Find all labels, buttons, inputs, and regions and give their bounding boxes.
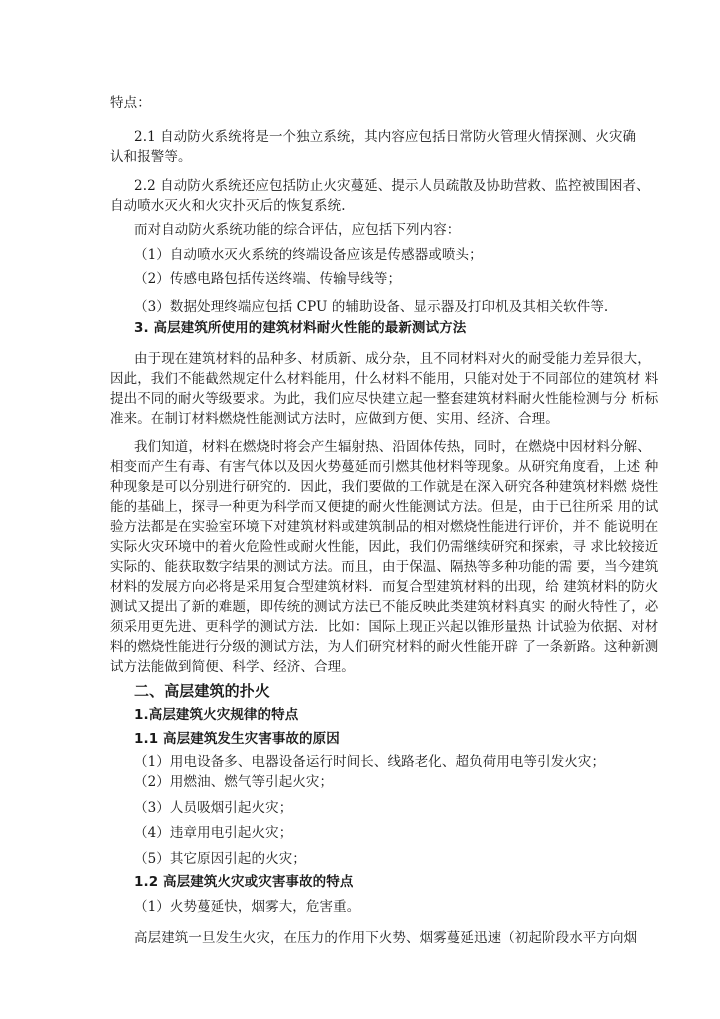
- text-line: 由于现在建筑材料的品种多、材质新、成分杂，且不同材料对火的耐受能力差异很大，: [134, 351, 651, 367]
- section-heading: 1.高层建筑火灾规律的特点: [134, 707, 299, 723]
- chapter-heading: 二、高层建筑的扑火: [134, 682, 270, 700]
- text-line: 实际火灾环境中的着火危险性或耐火性能，因此，我们仍需继续研究和探索，寻 求比较接近: [110, 539, 659, 555]
- text-line: 而对自动防火系统功能的综合评估，应包括下列内容：: [134, 222, 461, 238]
- list-item: （3）数据处理终端应包括 CPU 的辅助设备、显示器及打印机及其相关软件等.: [134, 299, 609, 315]
- text-line: 相变而产生有毒、有害气体以及因火势蔓延而引燃其他材料等现象。从研究角度看，上述 种: [110, 459, 659, 475]
- text-line: 实际的、能获取数字结果的测试方法。而且，由于保温、隔热等多种功能的需 要，当今建筑: [110, 559, 659, 575]
- list-item: （5）其它原因引起的火灾；: [134, 851, 306, 867]
- section-heading: 3. 高层建筑所使用的建筑材料耐火性能的最新测试方法: [134, 320, 467, 336]
- text-line: 验方法都是在实验室环境下对建筑材料或建筑制品的相对燃烧性能进行评价，并不 能说明在: [110, 519, 659, 535]
- text-line: 特点：: [110, 95, 151, 111]
- list-item: （1）自动喷水灭火系统的终端设备应该是传感器或喷头；: [134, 247, 483, 263]
- subsection-heading: 1.2 高层建筑火灾或灾害事故的特点: [134, 874, 354, 890]
- subsection-heading: 1.1 高层建筑发生灾害事故的原因: [134, 731, 340, 747]
- text-line: 2.2 自动防火系统还应包括防止火灾蔓延、提示人员疏散及协助营救、监控被围困者、: [134, 178, 650, 194]
- list-item: （1）火势蔓延快，烟雾大，危害重。: [134, 899, 361, 915]
- list-item: （1）用电设备多、电器设备运行时间长、线路老化、超负荷用电等引发火灾；: [134, 754, 606, 770]
- text-line: 料的燃烧性能进行分级的测试方法，为人们研究材料的耐火性能开辟 了一条新路。这种新测: [110, 639, 659, 655]
- list-item: （2）用燃油、燃气等引起火灾；: [134, 774, 334, 790]
- text-line: 因此，我们不能截然规定什么材料能用，什么材料不能用，只能对处于不同部位的建筑材 料: [110, 371, 659, 387]
- text-line: 认和报警等。: [110, 149, 192, 165]
- text-line: 我们知道，材料在燃烧时将会产生辐射热、沿固体传热，同时，在燃烧中因材料分解、: [134, 439, 651, 455]
- list-item: （3）人员吸烟引起火灾；: [134, 800, 293, 816]
- text-line: 试方法能做到简便、科学、经济、合理。: [110, 659, 355, 675]
- text-line: 准来。在制订材料燃烧性能测试方法时，应做到方便、实用、经济、合理。: [110, 411, 559, 427]
- text-line: 种现象是可以分别进行研究的．因此，我们要做的工作就是在深入研究各种建筑材料燃 烧性: [110, 479, 659, 495]
- text-line: 提出不同的耐火等级要求。为此，我们应尽快建立起一整套建筑材料耐火性能检测与分 析标: [110, 391, 659, 407]
- text-line: 2.1 自动防火系统将是一个独立系统，其内容应包括日常防火管理火情探测、火灾确: [134, 129, 637, 145]
- text-line: 材料的发展方向必将是采用复合型建筑材料．而复合型建筑材料的出现，给 建筑材料的防火: [110, 579, 659, 595]
- text-line: 测试又提出了新的难题，即传统的测试方法已不能反映此类建筑材料真实 的耐火特性了，必: [110, 599, 659, 615]
- list-item: （4）违章用电引起火灾；: [134, 825, 293, 841]
- text-line: 高层建筑一旦发生火灾，在压力的作用下火势、烟雾蔓延迅速（初起阶段水平方向烟: [134, 930, 638, 946]
- list-item: （2）传感电路包括传送终端、传输导线等；: [134, 271, 402, 287]
- text-line: 能的基础上，探寻一种更为科学而又便捷的耐火性能测试方法。但是，由于已往所采 用的试: [110, 499, 659, 515]
- text-line: 须采用更先进、更科学的测试方法．比如：国际上现正兴起以锥形量热 计试验为依据、对材: [110, 619, 659, 635]
- text-line: 自动喷水灭火和火灾扑灭后的恢复系统.: [110, 198, 346, 214]
